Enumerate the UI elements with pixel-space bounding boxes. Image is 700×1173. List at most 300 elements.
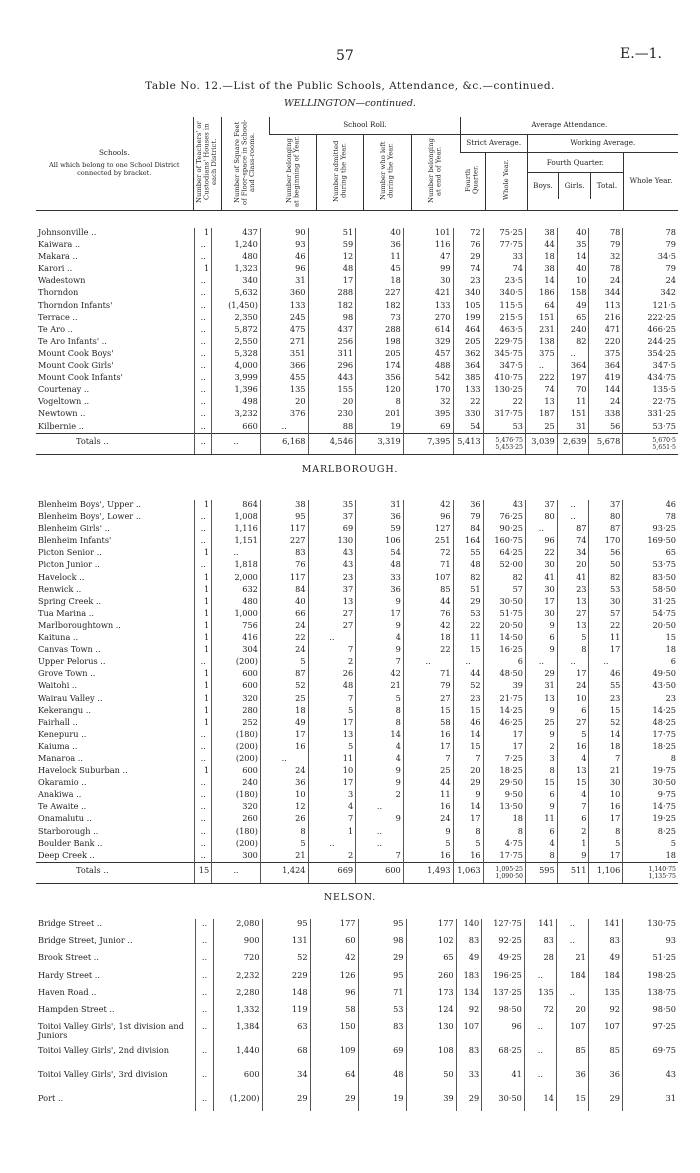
cell-value: 1,323: [212, 264, 261, 276]
cell-value: 498: [212, 397, 261, 409]
cell-value: 463·5: [483, 325, 525, 337]
cell-value: 66: [260, 609, 308, 621]
cell-value: 43: [308, 560, 356, 572]
cell-value: 158: [557, 288, 589, 300]
cell-value: 43: [483, 500, 525, 512]
cell-value: 416: [212, 633, 261, 645]
cell-value: 59: [356, 524, 404, 536]
cell-value: 329: [403, 337, 453, 349]
table-row: [36, 337, 678, 349]
school-name: Te Awaite ..: [38, 801, 87, 812]
cell-value: 1: [195, 681, 212, 693]
strict-fourth-quarter-header: Fourth Quarter.: [464, 165, 480, 195]
cell-value: 44: [453, 669, 483, 681]
cell-value: 109: [310, 1046, 358, 1070]
cell-value: ..: [260, 422, 308, 434]
cell-value: 434·75: [623, 373, 678, 385]
cell-value: 98: [308, 313, 356, 325]
cell-value: 98·50: [622, 1005, 678, 1022]
table-row: [36, 585, 678, 597]
cell-value: 245: [260, 313, 308, 325]
cell-value: 52: [262, 953, 310, 970]
cell-value: 18: [260, 706, 308, 718]
cell-value: 14: [525, 276, 557, 288]
cell-value: 15: [589, 706, 623, 718]
school-name: Kenepuru ..: [38, 728, 87, 739]
girls-header: Girls.: [559, 173, 591, 199]
cell-value: 17·75: [623, 730, 678, 742]
cell-value: 29: [358, 953, 406, 970]
cell-value: 23: [623, 694, 678, 706]
school-name: Boulder Bank ..: [38, 837, 103, 848]
cell-value: 22: [525, 548, 557, 560]
cell-value: 33: [356, 573, 404, 585]
teachers-houses-header: Number of Teachers' or Custodians' Houses in each District.: [195, 121, 218, 204]
cell-value: 1: [195, 609, 212, 621]
cell-value: ..: [195, 337, 212, 349]
cell-value: 41: [557, 573, 589, 585]
table-row: [36, 851, 678, 863]
table-row: [36, 573, 678, 585]
table-row: [36, 1094, 678, 1111]
cell-value: ..: [195, 301, 212, 313]
cell-value: ..: [524, 1046, 556, 1070]
total-header: Total.: [596, 180, 618, 190]
cell-value: 16: [453, 851, 483, 863]
cell-value: ..: [195, 802, 212, 814]
cell-value: 82: [589, 573, 623, 585]
total-value: [356, 434, 404, 455]
cell-value: 9: [356, 814, 404, 826]
cell-value: 98·50: [482, 1005, 525, 1022]
cell-value: 78: [623, 512, 678, 524]
page-reference: E.—1.: [619, 46, 662, 62]
cell-value: 55: [453, 548, 483, 560]
cell-value: 48: [453, 560, 483, 572]
strict-whole-year-header: Whole Year.: [501, 159, 510, 201]
total-value-text: 600: [385, 865, 401, 876]
cell-value: 395: [403, 409, 453, 421]
cell-value: 5: [557, 633, 589, 645]
cell-value: 63: [262, 1022, 310, 1046]
totals-row: [36, 863, 678, 884]
cell-value: 14: [453, 802, 483, 814]
cell-value: 48: [308, 264, 356, 276]
working-fourth-quarter-header: Fourth Quarter.: [528, 153, 623, 173]
cell-value: 27: [557, 609, 589, 621]
cell-value: 107: [556, 1022, 588, 1046]
total-value-text: 5,476·75: [495, 437, 523, 445]
cell-value: 30: [525, 560, 557, 572]
section-title-nelson: NELSON.: [323, 892, 377, 903]
cell-value: ..: [196, 971, 213, 988]
cell-value: 330: [453, 409, 483, 421]
cell-value: 92: [456, 1005, 482, 1022]
cell-value: 7·25: [483, 754, 525, 766]
cell-value: 65: [406, 953, 456, 970]
cell-value: (1,450): [212, 301, 261, 313]
total-value: [525, 863, 557, 884]
school-name: Karori ..: [38, 263, 73, 274]
cell-value: 133: [453, 385, 483, 397]
cell-value: ..: [556, 936, 588, 953]
cell-value: 9: [356, 597, 404, 609]
boys-header: Boys.: [528, 173, 560, 199]
school-name: Starborough ..: [38, 825, 99, 836]
cell-value: 16: [403, 851, 453, 863]
cell-value: 364: [453, 361, 483, 373]
cell-value: 137·25: [482, 988, 525, 1005]
cell-value: 5: [260, 657, 308, 669]
cell-value: 9·75: [623, 790, 678, 802]
working-average-header: Working Average.: [527, 134, 678, 152]
roll-beginning-header: Number belonging at beginning of Year.: [284, 135, 300, 207]
cell-value: ..: [195, 409, 212, 421]
cell-value: 3: [525, 754, 557, 766]
cell-value: 183: [456, 971, 482, 988]
cell-value: 354·25: [623, 349, 678, 361]
cell-value: 331·25: [623, 409, 678, 421]
cell-value: 52: [453, 681, 483, 693]
cell-value: 52·00: [483, 560, 525, 572]
cell-value: 113: [589, 301, 623, 313]
cell-value: 196·25: [482, 971, 525, 988]
totals-row: [36, 434, 678, 455]
cell-value: 85: [588, 1046, 622, 1070]
cell-value: 35: [308, 500, 356, 512]
cell-value: ..: [525, 361, 557, 373]
cell-value: 5: [308, 706, 356, 718]
school-name: Te Aro ..: [38, 323, 73, 334]
cell-value: 36: [556, 1070, 588, 1094]
school-name: Kekerangu ..: [38, 704, 91, 715]
total-value: [195, 434, 212, 455]
total-value: [525, 434, 557, 455]
cell-value: 25: [260, 694, 308, 706]
cell-value: 2,080: [213, 919, 262, 936]
cell-value: 600: [212, 669, 261, 681]
cell-value: 57: [589, 609, 623, 621]
cell-value: 23: [557, 585, 589, 597]
cell-value: 87: [589, 524, 623, 536]
cell-value: 1: [195, 718, 212, 730]
cell-value: 4·75: [483, 839, 525, 851]
cell-value: 443: [308, 373, 356, 385]
cell-value: 117: [260, 573, 308, 585]
cell-value: 437: [308, 325, 356, 337]
school-name: Anakiwa ..: [38, 789, 82, 800]
cell-value: 83: [524, 936, 556, 953]
cell-value: 174: [356, 361, 404, 373]
cell-value: 44: [403, 778, 453, 790]
cell-value: 15: [525, 778, 557, 790]
cell-value: 26: [308, 669, 356, 681]
average-attendance-header: Average Attendance.: [460, 117, 678, 134]
cell-value: 41: [525, 573, 557, 585]
cell-value: 24: [403, 814, 453, 826]
cell-value: 4: [557, 790, 589, 802]
cell-value: ..: [356, 839, 404, 851]
cell-value: 135: [260, 385, 308, 397]
cell-value: 170: [403, 385, 453, 397]
cell-value: 20·50: [623, 621, 678, 633]
cell-value: 43: [308, 548, 356, 560]
cell-value: 82: [453, 573, 483, 585]
cell-value: 77·75: [483, 240, 525, 252]
cell-value: 131: [262, 936, 310, 953]
roll-admitted-header: Number admitted during the Year.: [331, 140, 348, 202]
cell-value: 22: [260, 633, 308, 645]
cell-value: 364: [557, 361, 589, 373]
cell-value: 222·25: [623, 313, 678, 325]
cell-value: 9·50: [483, 790, 525, 802]
cell-value: 48·50: [483, 669, 525, 681]
cell-value: 96: [482, 1022, 525, 1046]
cell-value: 229: [262, 971, 310, 988]
school-name: Haven Road ..: [38, 986, 97, 997]
cell-value: 184: [588, 971, 622, 988]
cell-value: 362: [453, 349, 483, 361]
cell-value: 58·50: [623, 585, 678, 597]
cell-value: 9: [356, 621, 404, 633]
cell-value: 24: [557, 681, 589, 693]
cell-value: 164: [453, 536, 483, 548]
cell-value: 9: [453, 790, 483, 802]
cell-value: ..: [196, 919, 213, 936]
cell-value: 107: [588, 1022, 622, 1046]
cell-value: 150: [310, 1022, 358, 1046]
cell-value: ..: [196, 1022, 213, 1046]
cell-value: 345·75: [483, 349, 525, 361]
school-name: Bridge Street ..: [38, 918, 103, 928]
cell-value: 5: [589, 839, 623, 851]
cell-value: 17: [589, 851, 623, 863]
cell-value: 13: [308, 597, 356, 609]
cell-value: 24: [260, 645, 308, 657]
cell-value: 36: [356, 585, 404, 597]
cell-value: 300: [212, 851, 261, 863]
total-value: [483, 434, 525, 455]
cell-value: 182: [308, 301, 356, 313]
total-value-text: 5,678: [596, 436, 621, 447]
cell-value: 7: [557, 802, 589, 814]
cell-value: 6: [557, 706, 589, 718]
school-name: Bridge Street, Junior ..: [38, 935, 133, 946]
cell-value: 68·25: [482, 1046, 525, 1070]
cell-value: 4: [308, 802, 356, 814]
cell-value: 82: [557, 337, 589, 349]
cell-value: 73: [356, 313, 404, 325]
cell-value: 9: [525, 802, 557, 814]
cell-value: 69: [358, 1046, 406, 1070]
cell-value: 2: [356, 790, 404, 802]
cell-value: 3,999: [212, 373, 261, 385]
total-value: [453, 863, 483, 884]
cell-value: 46: [260, 252, 308, 264]
cell-value: 244·25: [623, 337, 678, 349]
cell-value: 198·25: [622, 971, 678, 988]
cell-value: 46: [589, 669, 623, 681]
cell-value: 17: [308, 276, 356, 288]
school-name: Wadestown: [38, 275, 86, 286]
school-name: Manaroa ..: [38, 752, 83, 763]
cell-value: ..: [195, 742, 212, 754]
school-name: Port ..: [38, 1093, 64, 1104]
school-name: Hampden Street ..: [38, 1003, 115, 1014]
cell-value: 338: [589, 409, 623, 421]
cell-value: 133: [403, 301, 453, 313]
cell-value: 1: [557, 839, 589, 851]
cell-value: 44: [403, 597, 453, 609]
cell-value: 57: [483, 585, 525, 597]
cell-value: ..: [196, 1005, 213, 1022]
cell-value: 205: [356, 349, 404, 361]
cell-value: 151: [557, 409, 589, 421]
school-name: Mount Cook Infants': [38, 372, 123, 383]
cell-value: 92·25: [482, 936, 525, 953]
cell-value: 23: [308, 573, 356, 585]
cell-value: 1,396: [212, 385, 261, 397]
total-value-text: ..: [233, 436, 239, 447]
total-value-text: 15: [198, 865, 210, 876]
table-row: [36, 301, 678, 313]
table-subtitle: WELLINGTON—continued.: [284, 98, 416, 109]
cell-value: ..: [195, 730, 212, 742]
cell-value: 1: [195, 645, 212, 657]
total-value: [212, 434, 261, 455]
strict-average-header: Strict Average.: [460, 134, 527, 152]
total-value: [403, 863, 453, 884]
cell-value: 18: [356, 276, 404, 288]
cell-value: 17: [483, 730, 525, 742]
cell-value: 7: [308, 814, 356, 826]
cell-value: 4: [356, 742, 404, 754]
cell-value: 270: [403, 313, 453, 325]
cell-value: 69: [403, 422, 453, 434]
cell-value: 40: [356, 228, 404, 240]
cell-value: 231: [525, 325, 557, 337]
cell-value: 8·25: [623, 827, 678, 839]
table-row: [36, 313, 678, 325]
cell-value: 1,332: [213, 1005, 262, 1022]
cell-value: 2: [557, 827, 589, 839]
cell-value: 51·25: [622, 953, 678, 970]
cell-value: 17: [453, 814, 483, 826]
cell-value: 1,440: [213, 1046, 262, 1070]
cell-value: 466·25: [623, 325, 678, 337]
total-value: [557, 434, 589, 455]
cell-value: 1: [195, 621, 212, 633]
cell-value: 20: [453, 766, 483, 778]
school-name: Brook Street ..: [38, 952, 99, 963]
cell-value: 82: [483, 573, 525, 585]
page-number: 57: [336, 48, 354, 64]
cell-value: 5,632: [212, 288, 261, 300]
cell-value: 37: [308, 512, 356, 524]
total-value-text: ..: [200, 436, 206, 447]
school-name: Courtenay ..: [38, 384, 90, 395]
cell-value: 46: [623, 500, 678, 512]
total-value-text: 3,039: [531, 436, 555, 447]
cell-value: 11: [308, 754, 356, 766]
cell-value: 18: [589, 742, 623, 754]
cell-value: ..: [212, 548, 261, 560]
cell-value: 54: [453, 422, 483, 434]
total-value: [623, 434, 678, 455]
table-row: [36, 694, 678, 706]
cell-value: 342: [623, 288, 678, 300]
cell-value: (180): [212, 790, 261, 802]
cell-value: 79: [623, 240, 678, 252]
cell-value: 288: [308, 288, 356, 300]
cell-value: 6: [525, 827, 557, 839]
cell-value: 13: [525, 397, 557, 409]
cell-value: 22: [403, 645, 453, 657]
school-name: Wairau Valley ..: [38, 692, 103, 703]
cell-value: 44: [525, 240, 557, 252]
table-row: [36, 953, 678, 970]
cell-value: 78: [623, 228, 678, 240]
cell-value: 43: [622, 1070, 678, 1094]
cell-value: 320: [212, 802, 261, 814]
cell-value: ..: [195, 851, 212, 863]
table-row: [36, 1070, 678, 1094]
cell-value: 229·75: [483, 337, 525, 349]
cell-value: 17·75: [483, 851, 525, 863]
total-secondary-whole: 1,135·75: [648, 873, 676, 881]
total-value-text: ..: [233, 865, 239, 876]
cell-value: 134: [456, 988, 482, 1005]
cell-value: 13·50: [483, 802, 525, 814]
cell-value: 16·25: [483, 645, 525, 657]
cell-value: 4: [557, 754, 589, 766]
cell-value: 85: [556, 1046, 588, 1070]
cell-value: 23: [589, 694, 623, 706]
cell-value: 52: [260, 681, 308, 693]
cell-value: 3,232: [212, 409, 261, 421]
cell-value: 14: [524, 1094, 556, 1111]
cell-value: 9: [525, 730, 557, 742]
cell-value: 79: [589, 240, 623, 252]
cell-value: 148: [262, 988, 310, 1005]
cell-value: 29·50: [483, 778, 525, 790]
cell-value: 29: [453, 597, 483, 609]
cell-value: 92: [588, 1005, 622, 1022]
cell-value: 23: [453, 694, 483, 706]
cell-value: 98: [358, 936, 406, 953]
cell-value: 184: [556, 971, 588, 988]
cell-value: 38: [525, 228, 557, 240]
cell-value: 130·75: [622, 919, 678, 936]
cell-value: 45: [356, 264, 404, 276]
cell-value: ..: [195, 373, 212, 385]
cell-value: 12: [308, 252, 356, 264]
cell-value: 600: [212, 681, 261, 693]
total-value-text: 1,424: [282, 865, 306, 876]
cell-value: 8: [356, 718, 404, 730]
cell-value: 5: [453, 839, 483, 851]
cell-value: 222: [525, 373, 557, 385]
total-value: [356, 863, 404, 884]
cell-value: 1: [195, 766, 212, 778]
cell-value: 6: [557, 814, 589, 826]
cell-value: 39: [483, 681, 525, 693]
cell-value: 187: [525, 409, 557, 421]
cell-value: 227: [356, 288, 404, 300]
cell-value: 15: [453, 706, 483, 718]
school-name: Blenheim Infants': [38, 535, 112, 546]
school-name: Canvas Town ..: [38, 644, 101, 655]
